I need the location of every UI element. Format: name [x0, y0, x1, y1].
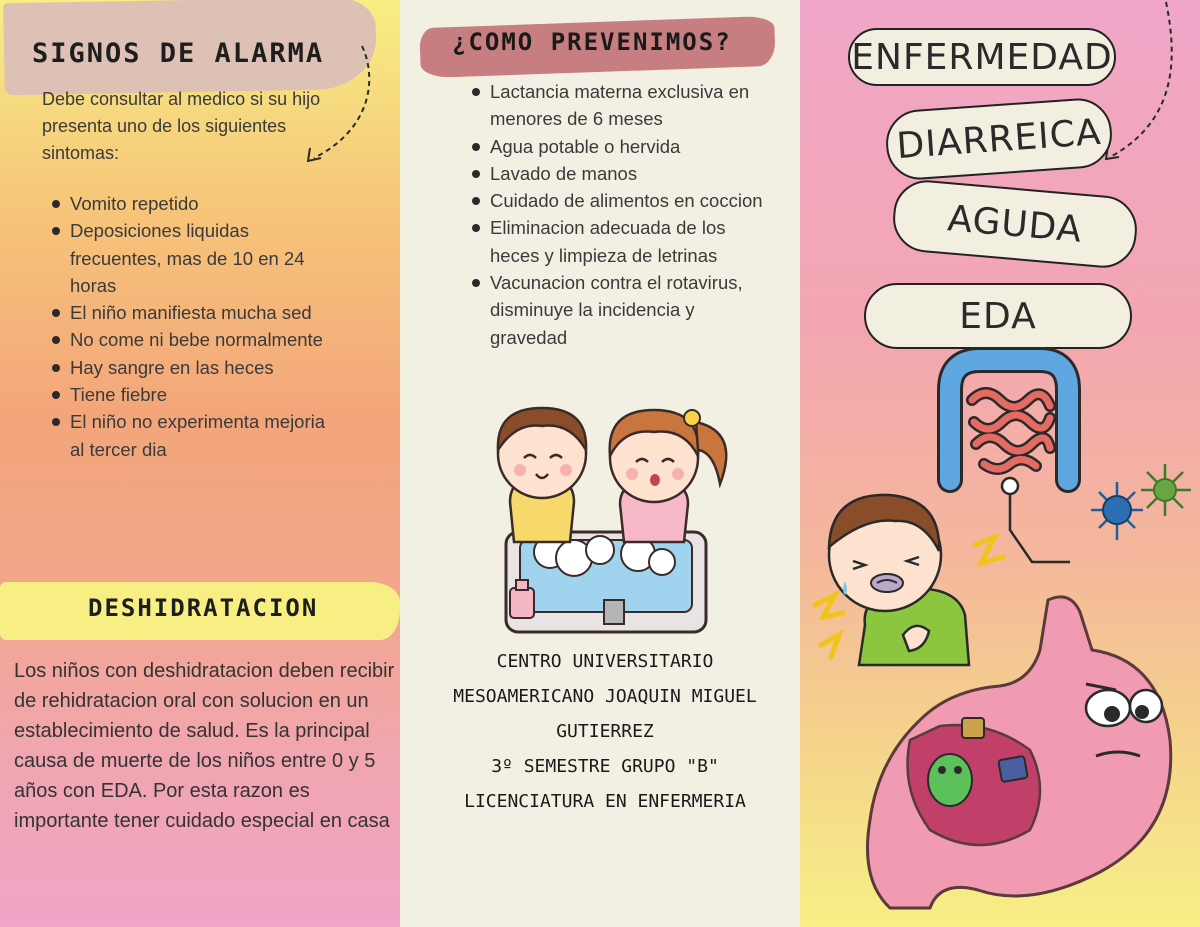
credit-line: GUTIERREZ	[556, 721, 654, 742]
credit-line: CENTRO UNIVERSITARIO	[496, 651, 714, 672]
signos-list	[48, 190, 338, 463]
children-washing-hands-icon	[470, 392, 750, 642]
credit-line: 3º SEMESTRE GRUPO "B"	[491, 756, 719, 777]
list-item: Lactancia materna exclusiva en menores de 6 meses	[468, 78, 768, 133]
virus-icon	[1085, 460, 1200, 560]
dashed-arrow-icon	[1100, 0, 1180, 165]
credit-line: LICENCIATURA EN ENFERMERIA	[464, 791, 746, 812]
title-word-eda: EDA	[864, 283, 1132, 349]
deshidratacion-text: Los niños con deshidratacion deben recibir de rehidratacion oral con solucion en un establecimiento de salud. Es la principal causa de muerte de los niños entre 0 y 5 años con EDA. Por esta razon es importante tener cuidado especial en casa	[14, 660, 395, 832]
title-word-diarreica: DIARREICA	[884, 96, 1114, 182]
deshidratacion-title: DESHIDRATACION	[88, 594, 319, 622]
list-item: Hay sangre en las heces	[48, 354, 338, 381]
list-item: Eliminacion adecuada de los heces y limpieza de letrinas	[468, 214, 768, 269]
list-item: El niño manifiesta mucha sed	[48, 299, 338, 326]
list-item: Tiene fiebre	[48, 381, 338, 408]
signos-title: SIGNOS DE ALARMA	[32, 38, 325, 69]
prevencion-list	[468, 78, 768, 351]
title-word-enfermedad: ENFERMEDAD	[848, 28, 1116, 86]
list-item: No come ni bebe normalmente	[48, 326, 338, 353]
list-item: El niño no experimenta mejoria al tercer dia	[48, 408, 338, 463]
list-item: Vomito repetido	[48, 190, 338, 217]
list-item: Agua potable o hervida	[468, 133, 768, 160]
title-word-aguda: AGUDA	[890, 178, 1139, 271]
credit-line: MESOAMERICANO JOAQUIN MIGUEL	[453, 686, 757, 707]
list-item: Vacunacion contra el rotavirus, disminuye la incidencia y gravedad	[468, 269, 768, 351]
list-item: Deposiciones liquidas frecuentes, mas de 10 en 24 horas	[48, 217, 338, 299]
como-title: ¿COMO PREVENIMOS?	[452, 28, 732, 56]
list-item: Cuidado de alimentos en coccion	[468, 187, 768, 214]
stomach-icon	[830, 590, 1200, 920]
signos-intro: Debe consultar al medico si su hijo presenta uno de los siguientes sintomas:	[42, 89, 321, 163]
list-item: Lavado de manos	[468, 160, 768, 187]
